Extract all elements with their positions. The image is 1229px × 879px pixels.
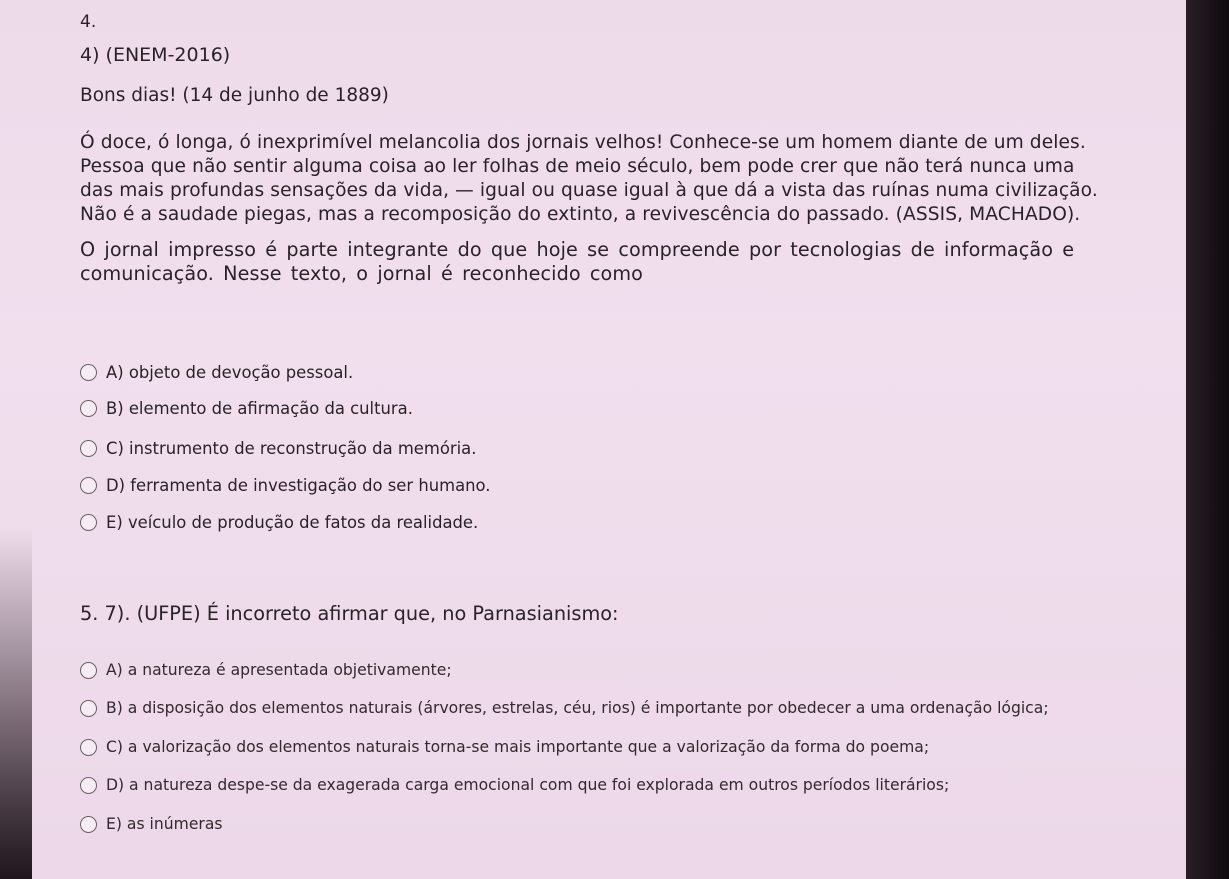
radio-button[interactable] [80,816,97,833]
prompt-line: O jornal impresso é parte integrante do que hoje se compreende por tecnologias de informação e [80,238,1075,261]
option-b[interactable] [80,399,413,418]
option-e[interactable] [80,513,478,532]
question-prompt [80,238,1155,286]
screen-bezel-left [0,0,32,879]
radio-button[interactable] [80,662,97,679]
option-a[interactable] [80,661,452,679]
prompt-line: comunicação. Nesse texto, o jornal é reconhecido como [80,262,644,285]
option-d[interactable] [80,476,490,495]
radio-button[interactable] [80,440,97,457]
option-c[interactable] [80,439,476,458]
radio-button[interactable] [80,364,97,381]
option-label: E) as inúmeras [106,815,223,833]
option-label: B) elemento de afirmação da cultura. [106,399,413,418]
passage-line: Não é a saudade piegas, mas a recomposição do extinto, a revivescência do passado. (ASSIS, MACHADO). [80,204,1081,225]
radio-button[interactable] [80,400,97,417]
option-e[interactable] [80,815,223,833]
option-label: A) objeto de devoção pessoal. [106,363,354,382]
screen-bezel-right [1186,0,1229,879]
text-passage [80,131,1155,227]
option-label: B) a disposição dos elementos naturais (árvores, estrelas, céu, rios) é importante por obedecer a uma ordenação lógica; [106,699,1049,717]
option-label: E) veículo de produção de fatos da realidade. [106,513,479,532]
question-header: 4) (ENEM-2016) [80,44,231,66]
radio-button[interactable] [80,514,97,531]
option-d[interactable] [80,776,949,794]
option-label: D) ferramenta de investigação do ser humano. [106,476,491,495]
text-subtitle: Bons dias! (14 de junho de 1889) [80,85,389,106]
passage-line: Pessoa que não sentir alguma coisa ao ler folhas de meio século, bem pode crer que não terá nunca uma [80,156,1075,177]
passage-line: Ó doce, ó longa, ó inexprimível melancolia dos jornais velhos! Conhece-se um homem diante de um deles. [80,132,1086,153]
passage-line: das mais profundas sensações da vida, — igual ou quase igual à que dá a vista das ruínas numa civilização. [80,180,1098,201]
option-label: C) instrumento de reconstrução da memória. [106,439,477,458]
option-c[interactable] [80,738,929,756]
radio-button[interactable] [80,477,97,494]
option-label: A) a natureza é apresentada objetivamente; [106,661,452,679]
question-number: 4. [80,12,97,32]
radio-button[interactable] [80,777,97,794]
option-label: D) a natureza despe-se da exagerada carga emocional com que foi explorada em outros períodos literários; [106,776,950,794]
option-a[interactable] [80,363,353,382]
radio-button[interactable] [80,700,97,717]
option-label: C) a valorização dos elementos naturais torna-se mais importante que a valorização da forma do poema; [106,738,930,756]
question-header: 5. 7). (UFPE) É incorreto afirmar que, no Parnasianismo: [80,602,619,625]
option-b[interactable] [80,699,1049,717]
radio-button[interactable] [80,739,97,756]
